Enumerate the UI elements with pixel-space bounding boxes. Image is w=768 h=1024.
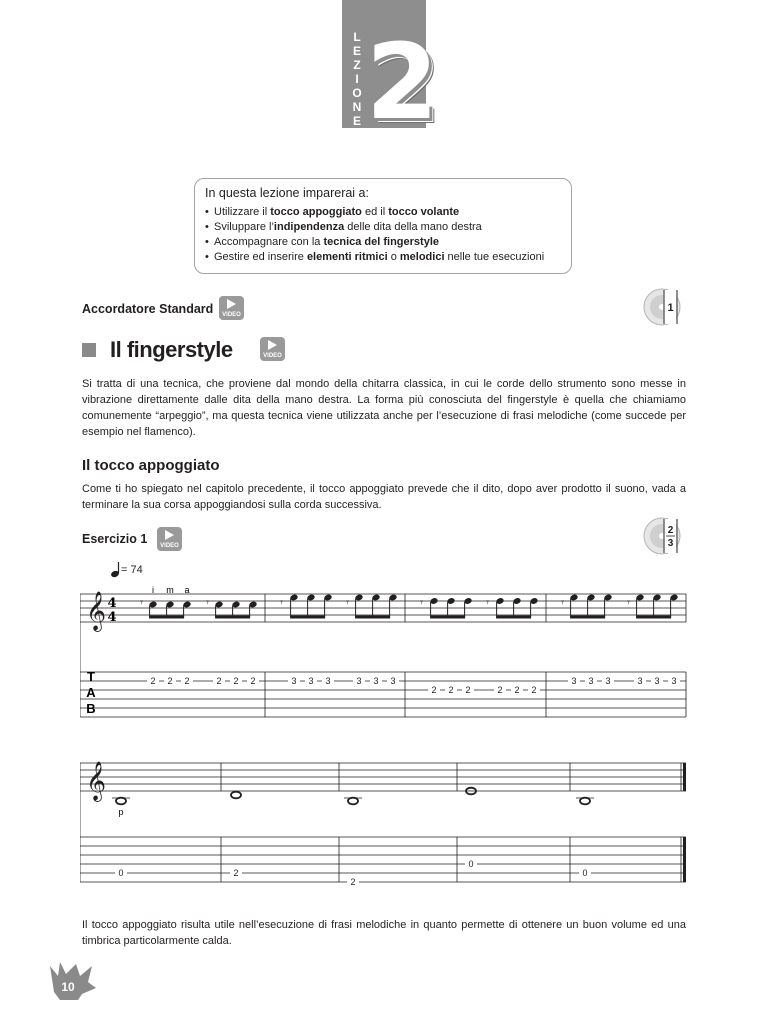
svg-text:3: 3 <box>605 676 611 686</box>
cd-track-icon <box>642 516 684 556</box>
svg-text:2: 2 <box>497 685 503 695</box>
intro-paragraph: Si tratta di una tecnica, che proviene dal mondo della chitarra classica, in cui le corde dello strumento sono messe in vibrazione direttamente dalle dita della mano destra. La forma più conosciuta del fingerstyle è quella che chiamiamo comunemente “arpeggio”, ma questa tecnica viene utilizzata anche per l’esecuzione di frasi melodiche (come succede per esempio nel flamenco). <box>82 378 686 438</box>
note-beam <box>290 616 325 619</box>
treble-clef-icon: 𝄞 <box>86 761 107 801</box>
svg-text:3: 3 <box>325 676 331 686</box>
whole-note <box>231 792 241 799</box>
svg-text:2: 2 <box>465 685 471 695</box>
lesson-letter: E <box>352 114 361 128</box>
svg-text:2: 2 <box>216 676 222 686</box>
whole-note <box>116 798 126 805</box>
goal-item: • Accompagnare con la tecnica del fingerstyle <box>205 235 561 250</box>
svg-text:2: 2 <box>184 676 190 686</box>
note-beam <box>430 616 465 619</box>
svg-text:3: 3 <box>356 676 362 686</box>
treble-clef-icon: 𝄞 <box>86 591 107 631</box>
svg-text:3: 3 <box>667 538 674 549</box>
goals-list <box>205 205 561 265</box>
video-play-icon[interactable]: VIDEO <box>260 337 285 361</box>
notation-staff-1 <box>80 580 688 720</box>
tab-letter-a: A <box>86 685 96 700</box>
svg-text:2: 2 <box>233 868 239 878</box>
tuner-track-number: 1 <box>667 302 674 314</box>
note-beam <box>496 616 531 619</box>
svg-text:0: 0 <box>118 868 124 878</box>
eighth-rest-icon: 𝄾 <box>627 596 630 609</box>
video-play-icon[interactable]: VIDEO <box>219 296 244 320</box>
lesson-goals-box <box>194 178 572 274</box>
svg-text:0: 0 <box>468 859 474 869</box>
page-number: 10 <box>61 980 75 994</box>
eighth-rest-icon: 𝄾 <box>561 596 564 609</box>
eighth-rest-icon: 𝄾 <box>140 596 143 609</box>
svg-text:0: 0 <box>582 868 588 878</box>
note-beam <box>636 616 671 619</box>
goal-item: • Gestire ed inserire elementi ritmici o melodici nelle tue esecuzioni <box>205 250 561 265</box>
svg-text:2: 2 <box>448 685 454 695</box>
time-signature-bottom: 4 <box>107 610 117 625</box>
svg-text:3: 3 <box>671 676 677 686</box>
time-signature-top: 4 <box>107 596 117 611</box>
svg-text:3: 3 <box>654 676 660 686</box>
thumb-fingering: p <box>118 807 124 817</box>
whole-note <box>580 798 590 805</box>
svg-text:2: 2 <box>431 685 437 695</box>
lesson-letter: L <box>353 30 361 44</box>
eighth-rest-icon: 𝄾 <box>486 596 489 609</box>
video-play-icon[interactable]: VIDEO <box>157 527 182 551</box>
svg-text:3: 3 <box>588 676 594 686</box>
fingering-m: m <box>166 585 174 595</box>
goal-item: • Sviluppare l’indipendenza delle dita della mano destra <box>205 220 561 235</box>
svg-text:3: 3 <box>373 676 379 686</box>
fingering-a: a <box>184 585 190 595</box>
subsection-paragraph: Come ti ho spiegato nel capitolo precedente, il tocco appoggiato prevede che il dito, dopo aver prodotto il suono, vada a terminare la sua corsa appoggiandosi sulla corda successiva. <box>82 483 686 511</box>
lesson-number: 2 <box>366 21 439 143</box>
notation-staff-2 <box>80 755 688 890</box>
lesson-letter: I <box>355 72 359 86</box>
goals-title: In questa lezione imparerai a: <box>205 186 369 200</box>
eighth-rest-icon: 𝄾 <box>346 596 349 609</box>
tuner-label: Accordatore Standard <box>82 302 214 316</box>
svg-text:3: 3 <box>291 676 297 686</box>
svg-text:3: 3 <box>390 676 396 686</box>
tempo-marking: = 74 <box>121 564 143 576</box>
lesson-letter: N <box>352 100 362 114</box>
note-beam <box>570 616 605 619</box>
page-number-hand-icon <box>46 960 98 1002</box>
tab-letter-b: B <box>86 701 96 716</box>
whole-note <box>348 798 358 805</box>
exercise-label: Esercizio 1 <box>82 532 148 546</box>
svg-text:2: 2 <box>250 676 256 686</box>
cd-track-icon <box>642 287 684 327</box>
subsection-title: Il tocco appoggiato <box>82 457 220 474</box>
svg-text:2: 2 <box>150 676 156 686</box>
lesson-letter: Z <box>353 58 361 72</box>
eighth-rest-icon: 𝄾 <box>280 596 283 609</box>
closing-paragraph: Il tocco appoggiato risulta utile nell’esecuzione di frasi melodiche in quanto permette di ottenere un buon volume ed una timbrica particolarmente calda. <box>82 919 686 947</box>
svg-text:2: 2 <box>350 877 356 887</box>
note-beam <box>149 616 184 619</box>
note-beam <box>215 616 250 619</box>
lesson-letter: E <box>352 44 361 58</box>
svg-text:2: 2 <box>531 685 537 695</box>
svg-text:3: 3 <box>308 676 314 686</box>
svg-text:2: 2 <box>667 525 674 536</box>
section-title: Il fingerstyle <box>110 337 233 362</box>
lesson-letter: O <box>352 86 362 100</box>
note-beam <box>355 616 390 619</box>
svg-text:2: 2 <box>233 676 239 686</box>
svg-text:3: 3 <box>571 676 577 686</box>
lesson-word <box>350 30 364 128</box>
tab-letter-t: T <box>87 669 95 684</box>
goal-item: • Utilizzare il tocco appoggiato ed il tocco volante <box>205 205 561 220</box>
eighth-rest-icon: 𝄾 <box>206 596 209 609</box>
svg-text:2: 2 <box>514 685 520 695</box>
svg-text:3: 3 <box>637 676 643 686</box>
svg-text:2: 2 <box>167 676 173 686</box>
section-title-marker <box>82 343 96 357</box>
fingering-i: i <box>152 585 154 595</box>
eighth-rest-icon: 𝄾 <box>420 596 423 609</box>
